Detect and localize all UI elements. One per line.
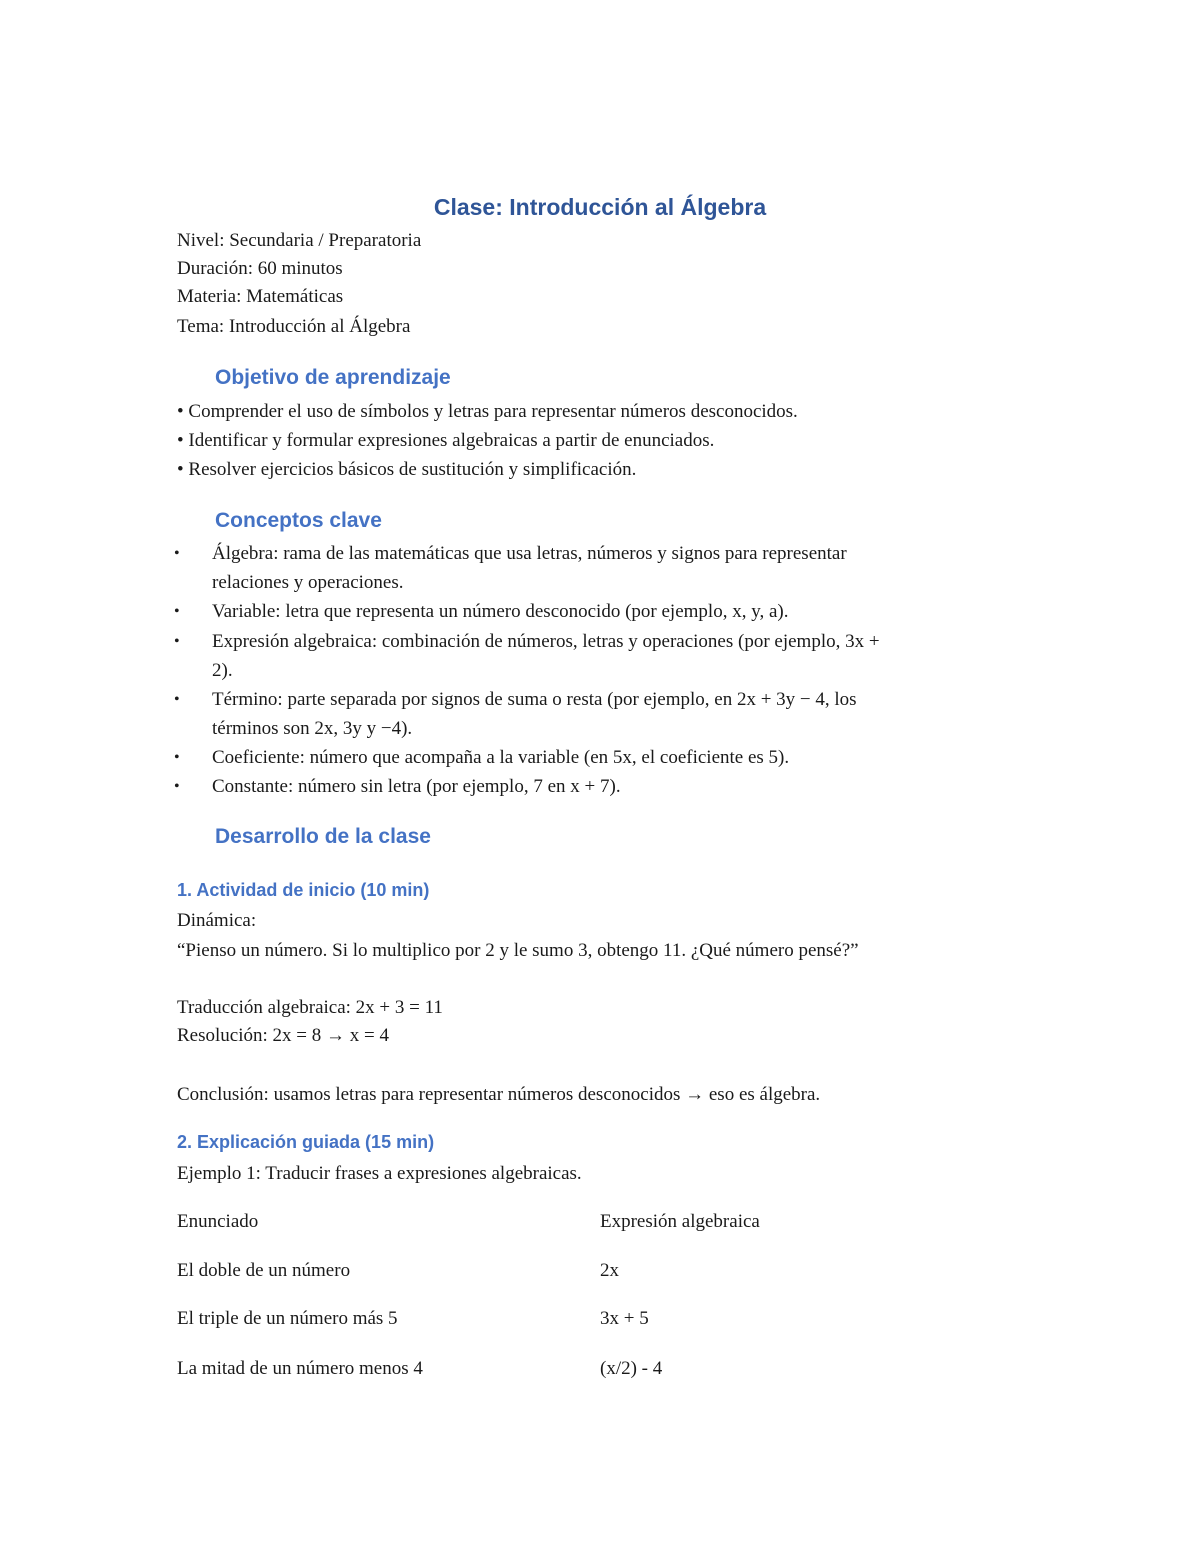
activity2-heading: 2. Explicación guiada (15 min) xyxy=(177,1132,435,1152)
concept-item-line: Expresión algebraica: combinación de números, letras y operaciones (por ejemplo, 3x + xyxy=(212,631,880,652)
meta-duration: Duración: 60 minutos xyxy=(177,258,343,279)
table-cell: El triple de un número más 5 xyxy=(177,1308,398,1329)
concept-item-line: Constante: número sin letra (por ejemplo, 7 en x + 7). xyxy=(212,776,621,797)
table-cell: (x/2) - 4 xyxy=(600,1358,663,1379)
meta-subject: Materia: Matemáticas xyxy=(177,286,344,307)
concepts-heading: Conceptos clave xyxy=(215,509,382,532)
activity1-dynamic-label: Dinámica: xyxy=(177,910,257,931)
table-cell: 3x + 5 xyxy=(600,1308,649,1329)
bullet-icon: • xyxy=(174,778,180,795)
page-title: Clase: Introducción al Álgebra xyxy=(433,194,767,220)
bullet-icon: • xyxy=(174,603,180,620)
bullet-icon: • xyxy=(174,749,180,766)
objective-item: • Comprender el uso de símbolos y letras para representar números desconocidos. xyxy=(177,401,798,422)
activity1-resolution: Resolución: 2x = 8 → x = 4 xyxy=(177,1025,389,1046)
activity1-quote: “Pienso un número. Si lo multiplico por 2 y le sumo 3, obtengo 11. ¿Qué número pensé?” xyxy=(177,940,859,961)
objective-item: • Identificar y formular expresiones algebraicas a partir de enunciados. xyxy=(177,430,715,451)
concept-item-line: relaciones y operaciones. xyxy=(212,572,404,593)
meta-level: Nivel: Secundaria / Preparatoria xyxy=(177,230,422,251)
concept-item-line: Término: parte separada por signos de suma o resta (por ejemplo, en 2x + 3y − 4, los xyxy=(212,689,857,710)
objectives-heading: Objetivo de aprendizaje xyxy=(215,366,451,389)
activity1-conclusion: Conclusión: usamos letras para representar números desconocidos → eso es álgebra. xyxy=(177,1084,821,1105)
activity2-example: Ejemplo 1: Traducir frases a expresiones algebraicas. xyxy=(177,1163,582,1184)
concept-item-line: Variable: letra que representa un número desconocido (por ejemplo, x, y, a). xyxy=(212,601,789,622)
activity1-heading: 1. Actividad de inicio (10 min) xyxy=(177,880,430,900)
table-header-cell: Enunciado xyxy=(177,1211,259,1232)
concept-item-line: Álgebra: rama de las matemáticas que usa letras, números y signos para representar xyxy=(212,543,847,564)
bullet-icon: • xyxy=(174,545,180,562)
objective-item: • Resolver ejercicios básicos de sustitución y simplificación. xyxy=(177,459,637,480)
concept-item-line: 2). xyxy=(212,660,233,681)
concept-item-line: términos son 2x, 3y y −4). xyxy=(212,718,413,739)
development-heading: Desarrollo de la clase xyxy=(215,825,431,848)
table-header-cell: Expresión algebraica xyxy=(600,1211,760,1232)
activity1-translation: Traducción algebraica: 2x + 3 = 11 xyxy=(177,997,443,1018)
concept-item-line: Coeficiente: número que acompaña a la variable (en 5x, el coeficiente es 5). xyxy=(212,747,790,768)
table-cell: 2x xyxy=(600,1260,619,1281)
meta-topic: Tema: Introducción al Álgebra xyxy=(177,316,411,337)
bullet-icon: • xyxy=(174,691,180,708)
bullet-icon: • xyxy=(174,633,180,650)
table-cell: La mitad de un número menos 4 xyxy=(177,1358,423,1379)
table-cell: El doble de un número xyxy=(177,1260,351,1281)
